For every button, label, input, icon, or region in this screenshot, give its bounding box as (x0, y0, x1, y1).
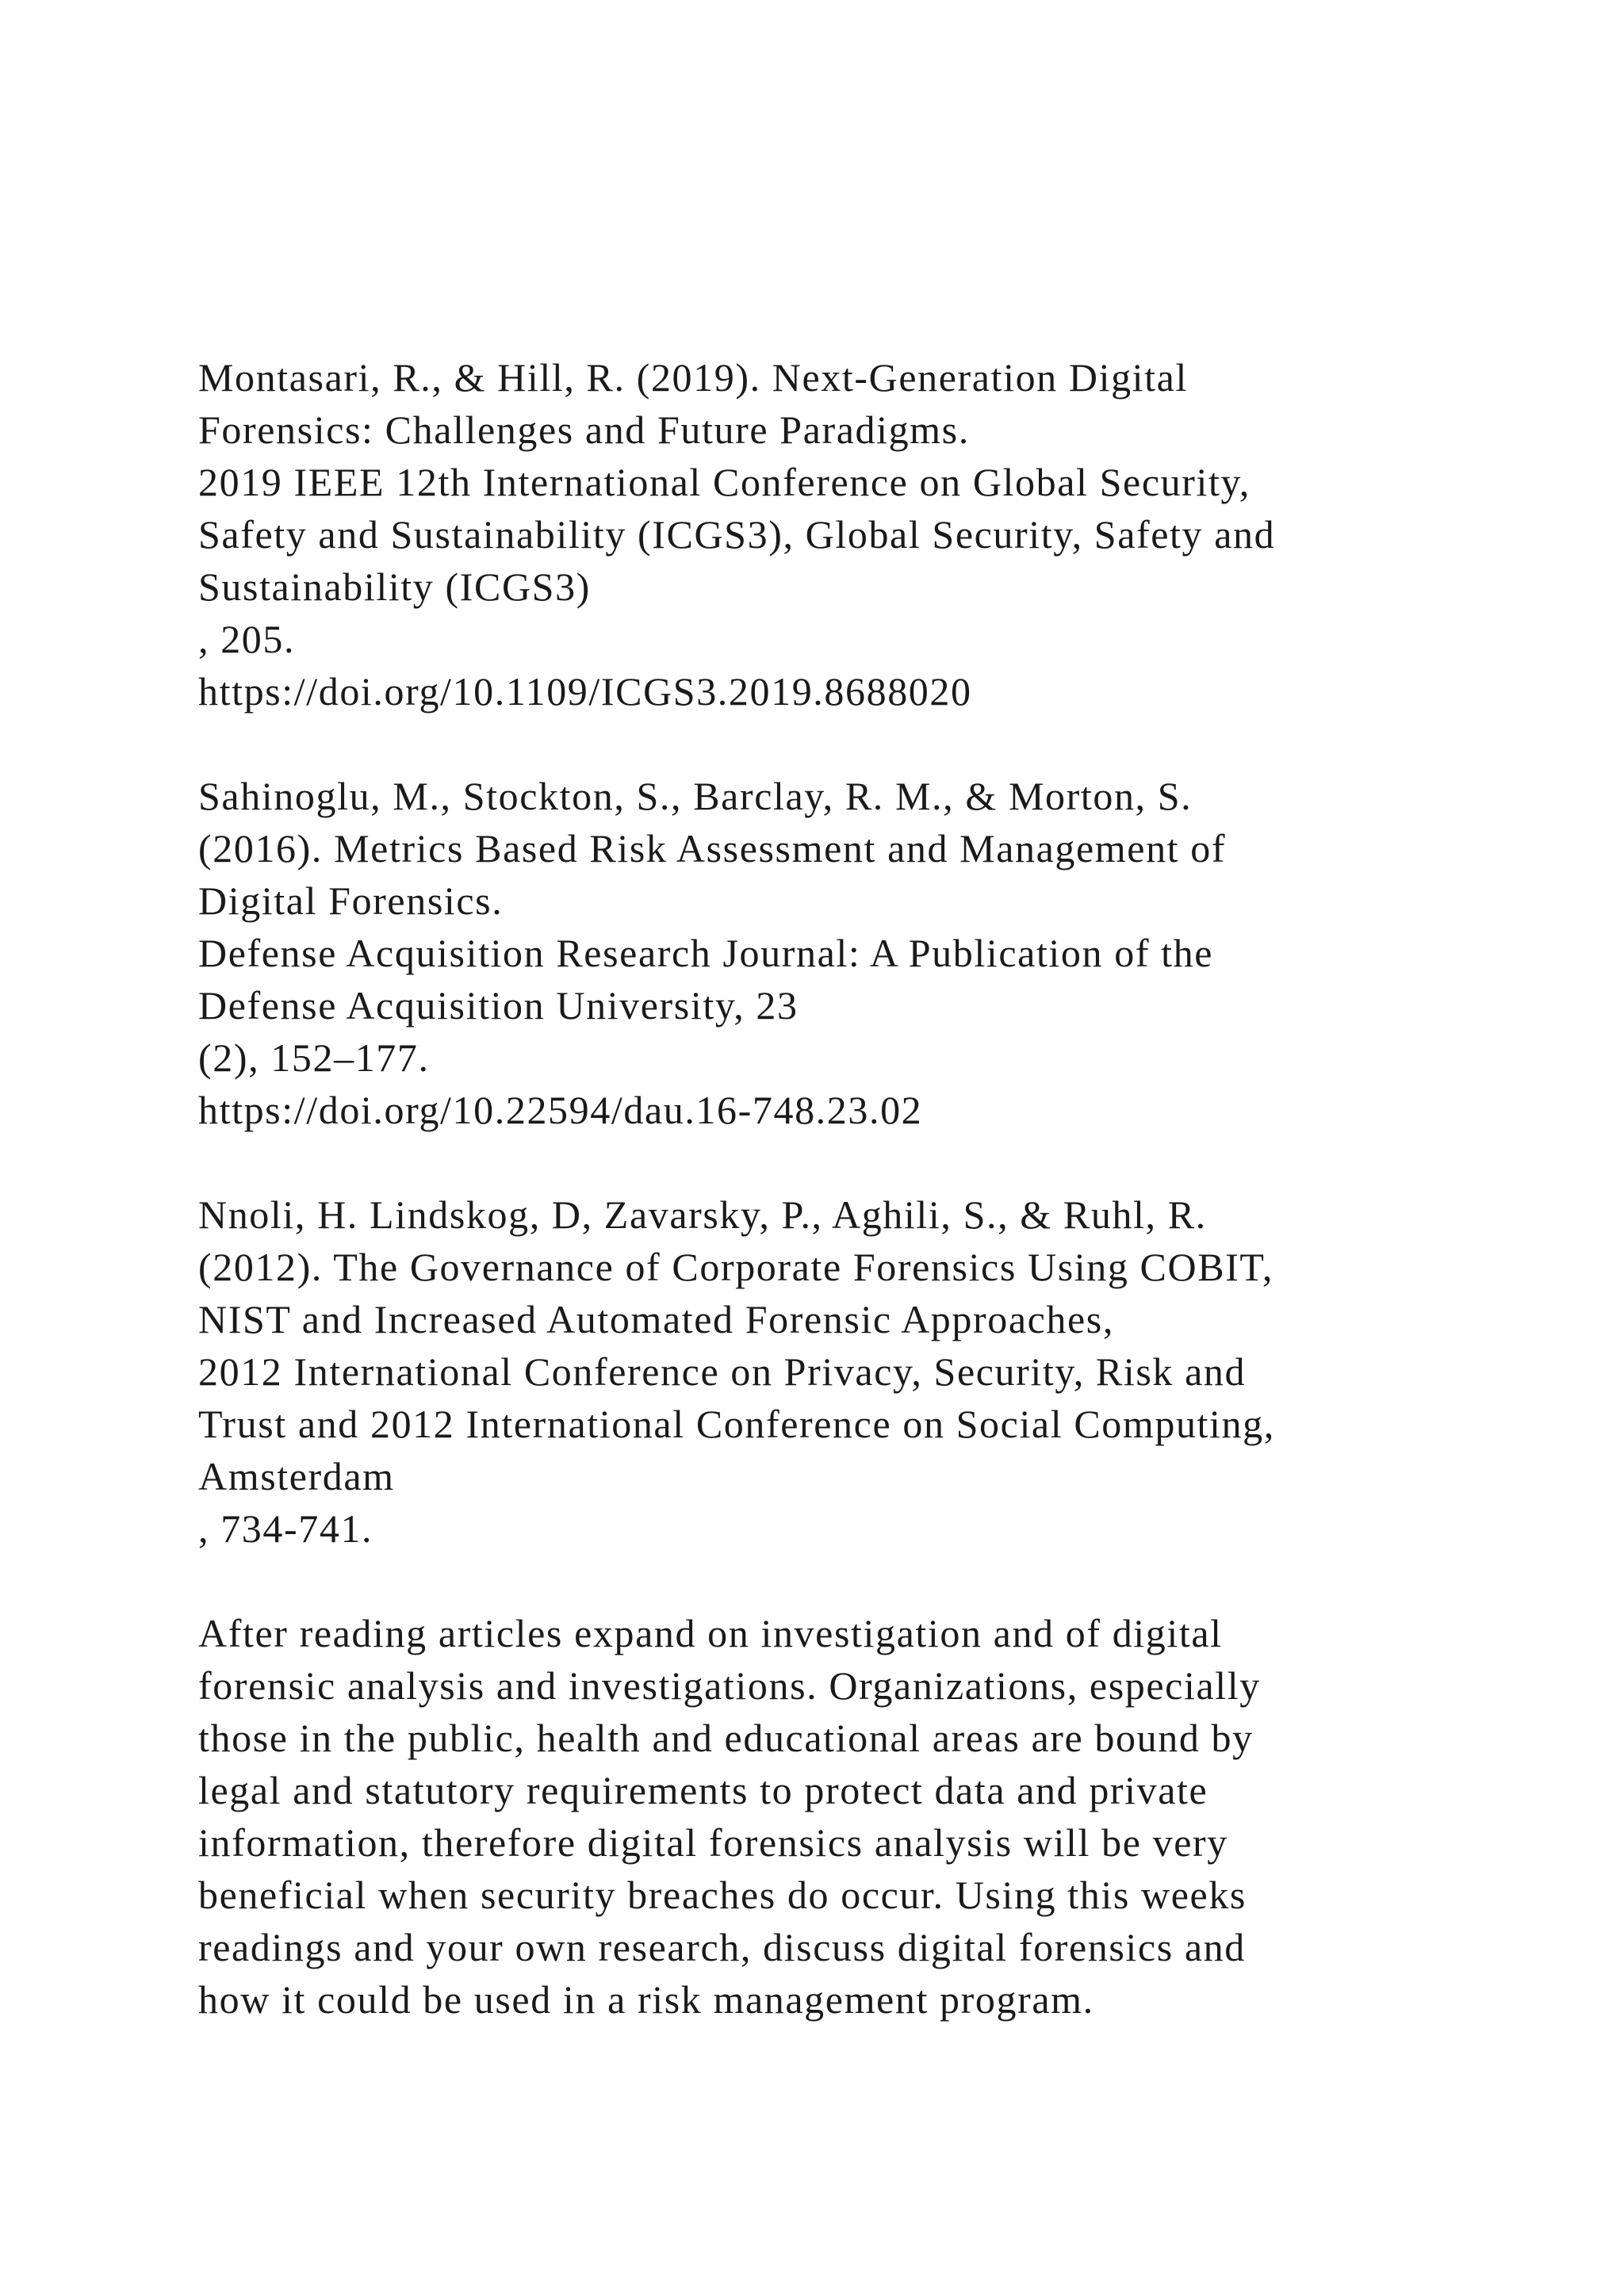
assignment-line: readings and your own research, discuss digital forensics and (198, 1925, 1246, 1969)
reference-line: Sahinoglu, M., Stockton, S., Barclay, R. M., & Morton, S. (198, 774, 1193, 818)
assignment-line: how it could be used in a risk management program. (198, 1977, 1094, 2022)
reference-line: Trust and 2012 International Conference on Social Computing, (198, 1402, 1275, 1446)
assignment-paragraph (198, 1607, 1483, 2026)
reference-line: Defense Acquisition Research Journal: A Publication of the (198, 931, 1214, 975)
reference-line: Forensics: Challenges and Future Paradigms. (198, 408, 970, 452)
reference-line: 2019 IEEE 12th International Conference on Global Security, (198, 460, 1251, 504)
reference-doi-link[interactable]: https://doi.org/10.1109/ICGS3.2019.8688020 (198, 669, 972, 714)
paragraph-gap (198, 718, 1483, 770)
assignment-line: After reading articles expand on investigation and of digital (198, 1611, 1223, 1655)
document-body (198, 351, 1483, 2026)
reference-line: 2012 International Conference on Privacy, Security, Risk and (198, 1349, 1247, 1394)
reference-line: Defense Acquisition University, 23 (198, 983, 799, 1027)
reference-entry-montasari (198, 351, 1483, 718)
reference-line: Amsterdam (198, 1454, 395, 1498)
reference-line: Nnoli, H. Lindskog, D, Zavarsky, P., Aghili, S., & Ruhl, R. (198, 1192, 1207, 1237)
reference-line: , 205. (198, 617, 296, 661)
paragraph-gap (198, 1136, 1483, 1188)
reference-line: , 734-741. (198, 1506, 373, 1551)
reference-doi-link[interactable]: https://doi.org/10.22594/dau.16-748.23.02 (198, 1088, 923, 1132)
reference-entry-sahinoglu (198, 770, 1483, 1136)
reference-line: NIST and Increased Automated Forensic Approaches, (198, 1297, 1114, 1341)
reference-line: (2), 152–177. (198, 1035, 430, 1080)
reference-line: Safety and Sustainability (ICGS3), Global Security, Safety and (198, 512, 1276, 557)
reference-line: Sustainability (ICGS3) (198, 564, 591, 609)
assignment-line: those in the public, health and educational areas are bound by (198, 1716, 1254, 1760)
assignment-line: information, therefore digital forensics analysis will be very (198, 1820, 1228, 1865)
paragraph-gap (198, 1555, 1483, 1607)
reference-line: (2012). The Governance of Corporate Forensics Using COBIT, (198, 1245, 1274, 1289)
assignment-line: legal and statutory requirements to protect data and private (198, 1768, 1208, 1812)
assignment-line: forensic analysis and investigations. Organizations, especially (198, 1663, 1261, 1708)
reference-line: (2016). Metrics Based Risk Assessment and Management of (198, 826, 1227, 871)
reference-line: Montasari, R., & Hill, R. (2019). Next-Generation Digital (198, 355, 1188, 400)
assignment-line: beneficial when security breaches do occur. Using this weeks (198, 1873, 1247, 1917)
reference-line: Digital Forensics. (198, 878, 504, 923)
reference-entry-nnoli (198, 1188, 1483, 1555)
